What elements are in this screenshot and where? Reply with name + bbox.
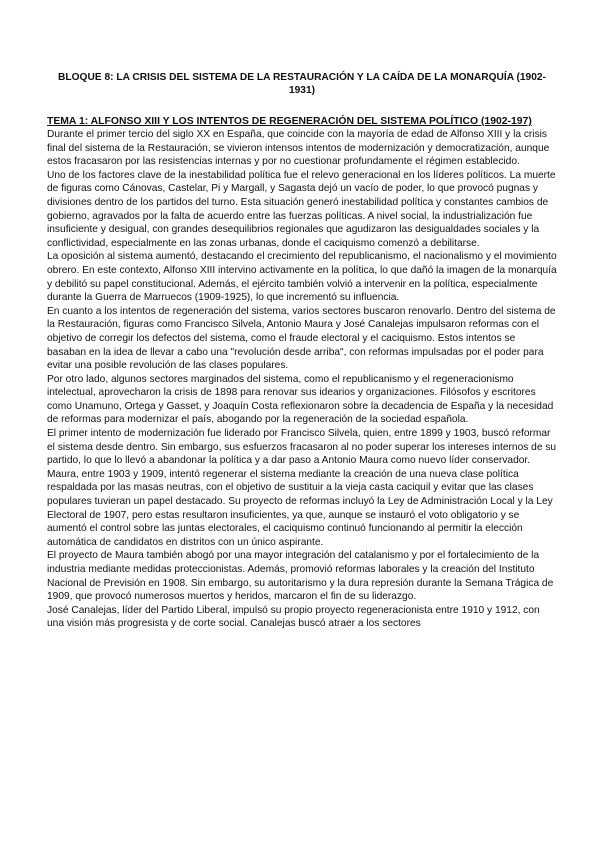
paragraph: Uno de los factores clave de la inestabilidad política fue el relevo generacional en los líderes políticos. La muerte de figuras como Cánovas, Castelar, Pi y Margall, y Sagasta dejó un vacío de poder, lo que provocó pugnas y divisiones dentro de los partidos del turno. Esta situación generó inestabilidad política y constantes cambios de gobierno, agravados por la falta de acuerdo entre las fuerzas políticas. A nivel social, la industrialización fue insuficiente y desigual, con grandes desequilibrios regionales que agudizaron las desigualdades sociales y la conflictividad, especialmente en las zonas urbanas, donde el caciquismo comenzó a debilitarse. — [47, 169, 556, 249]
paragraph: El proyecto de Maura también abogó por una mayor integración del catalanismo y por el fortalecimiento de la industria mediante medidas proteccionistas. Además, promovió reformas laborales y la creación del Instituto Nacional de Previsión en 1908. Sin embargo, su autoritarismo y la dura represión durante la Semana Trágica de 1909, que provocó numerosos muertos y heridos, marcaron el fin de su liderazgo. — [47, 550, 554, 603]
paragraph: La oposición al sistema aumentó, destacando el crecimiento del republicanismo, el nacionalismo y el movimiento obrero. En este contexto, Alfonso XIII intervino activamente en la política, lo que dañó la imagen de la monarquía y debilitó su papel constitucional. Además, el ejército también volvió a intervenir en la política, especialmente durante la Guerra de Marruecos (1909-1925), lo que incrementó su influencia. — [47, 251, 557, 304]
paragraph: José Canalejas, líder del Partido Liberal, impulsó su propio proyecto regeneracionista entre 1910 y 1912, con una visión más progresista y de corte social. Canalejas buscó atraer a los sectores — [47, 604, 540, 630]
paragraph: El primer intento de modernización fue liderado por Francisco Silvela, quien, entre 1899 y 1903, buscó reformar el sistema desde dentro. Sin embargo, sus esfuerzos fracasaron al no poder superar los intereses internos de su partido, lo que lo llevó a abandonar la política y a dar paso a Antonio Maura como nuevo líder conservador. Maura, entre 1903 y 1909, intentó regenerar el sistema mediante la creación de una nueva clase política respaldada por las masas neutras, con el objetivo de sustituir a la vieja casta caciquil y evitar que las clases populares tuvieran un papel destacado. Su proyecto de reformas incluyó la Ley de Administración Local y la Ley Electoral de 1907, pero estas resultaron insuficientes, ya que, aunque se instauró el voto obligatorio y se aumentó el control sobre las juntas electorales, el caciquismo continuó funcionando al permitir la elección automática de candidatos en distritos con un único aspirante. — [47, 428, 557, 548]
document-title: BLOQUE 8: LA CRISIS DEL SISTEMA DE LA RESTAURACIÓN Y LA CAÍDA DE LA MONARQUÍA (1902-1931) — [58, 72, 546, 96]
paragraph: Por otro lado, algunos sectores marginados del sistema, como el republicanismo y el regeneracionismo intelectual, aprovecharon la crisis de 1898 para renovar sus idearios y organizaciones. Filósofos y escritores como Unamuno, Ortega y Gasset, y Joaquín Costa reflexionaron sobre la decadencia de España y la necesidad de reformas para modernizar el país, abogando por la regeneración de la sociedad española. — [47, 373, 554, 426]
document-page — [47, 71, 557, 631]
paragraph: En cuanto a los intentos de regeneración del sistema, varios sectores buscaron renovarlo. Dentro del sistema de la Restauración, figuras como Francisco Silvela, Antonio Maura y José Canalejas impulsaron reformas con el objetivo de corregir los defectos del sistema, como el fraude electoral y el caciquismo. Estos intentos se basaban en la idea de llevar a cabo una "revolución desde arriba", con reformas impulsadas por el poder para evitar una posible revolución de las clases populares. — [47, 305, 556, 372]
paragraph: Durante el primer tercio del siglo XX en España, que coincide con la mayoría de edad de Alfonso XIII y la crisis final del sistema de la Restauración, se vivieron intensos intentos de modernización y democratización, aunque estos fracasaron por las resistencias internas y por no cuestionar profundamente el régimen establecido. — [47, 129, 550, 168]
section-heading: TEMA 1: ALFONSO XIII Y LOS INTENTOS DE REGENERACIÓN DEL SISTEMA POLÍTICO (1902-197) — [47, 116, 532, 127]
